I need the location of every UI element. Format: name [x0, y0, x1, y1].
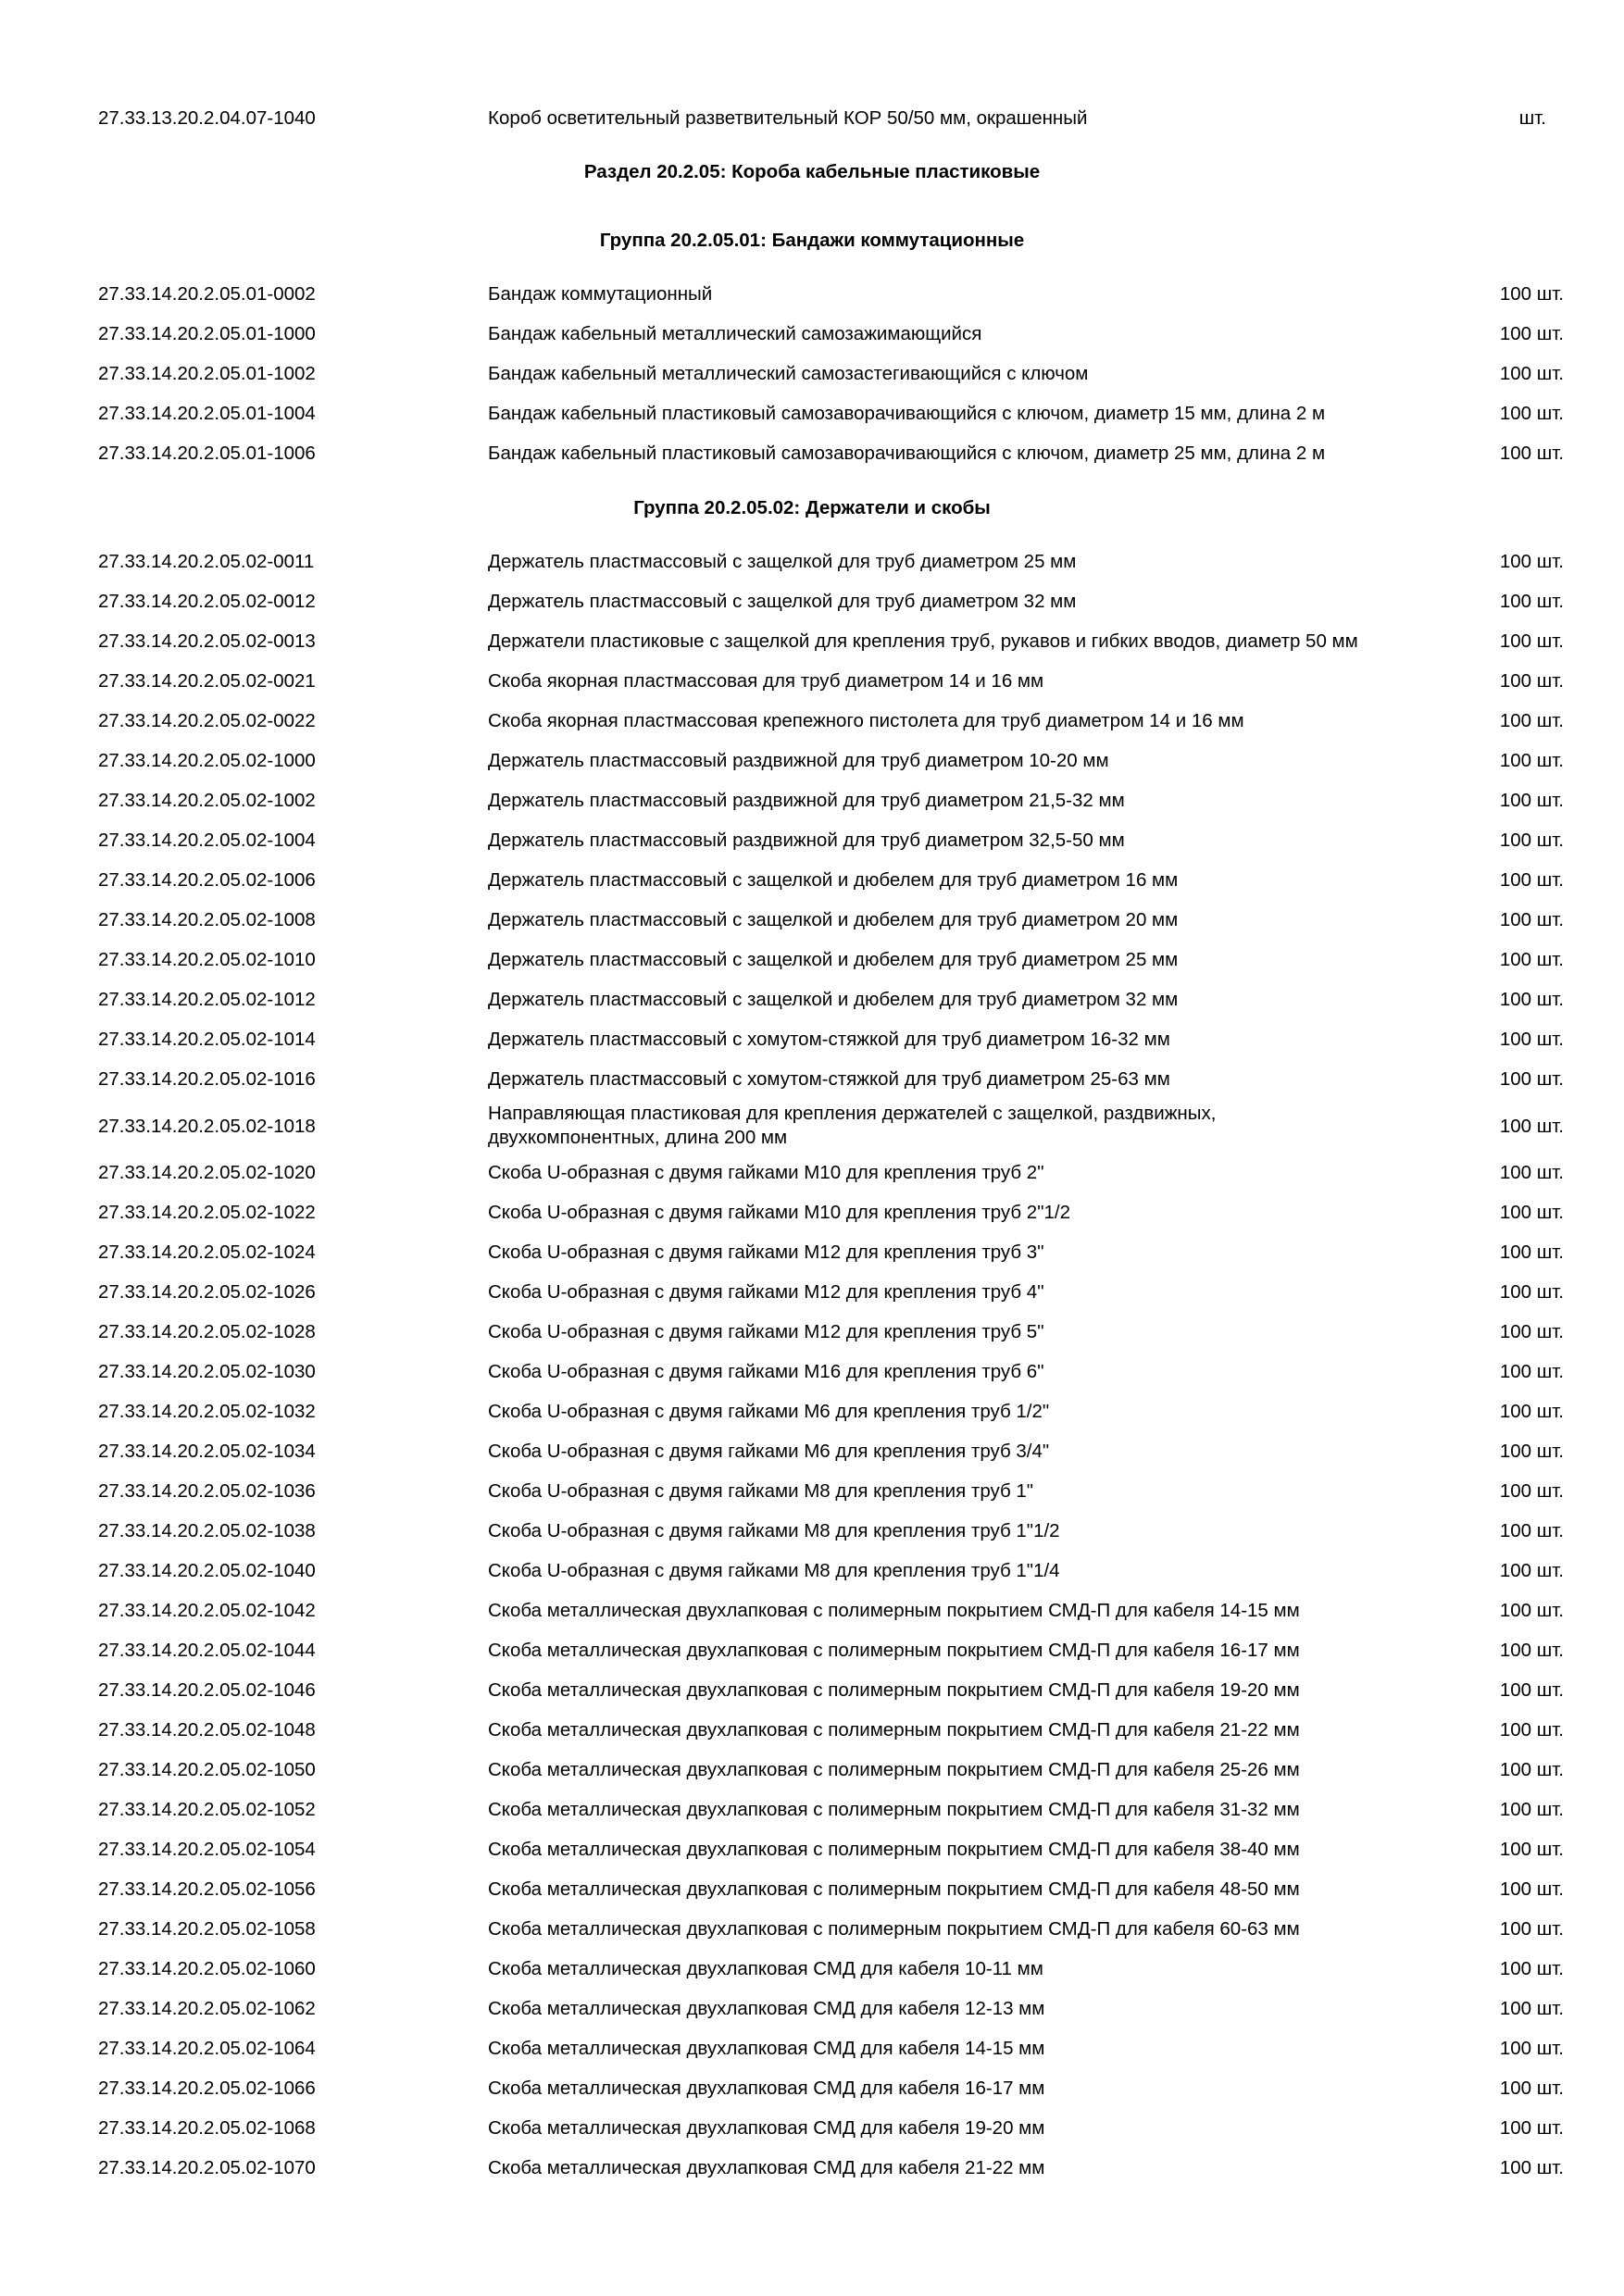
row-unit: 100 шт. — [1499, 989, 1564, 1010]
row-name: Держатель пластмассовый с хомутом-стяжкой для труб диаметром 16-32 мм — [488, 1029, 1170, 1050]
row-unit: 100 шт. — [1499, 1116, 1564, 1137]
row-name: Держатель пластмассовый с защелкой и дюбелем для труб диаметром 16 мм — [488, 869, 1179, 891]
row-code: 27.33.14.20.2.05.02-1018 — [98, 1116, 316, 1137]
row-code: 27.33.14.20.2.05.02-1062 — [98, 1998, 316, 2019]
row-name: Скоба U-образная с двумя гайками М8 для крепления труб 1"1/4 — [488, 1560, 1060, 1581]
row-code: 27.33.14.20.2.05.01-1002 — [98, 363, 316, 384]
row-name: Короб осветительный разветвительный КОР 50/50 мм, окрашенный — [488, 107, 1088, 129]
row-name: Скоба металлическая двухлапковая СМД для кабеля 14-15 мм — [488, 2038, 1045, 2059]
row-code: 27.33.14.20.2.05.01-1006 — [98, 443, 316, 464]
row-unit: 100 шт. — [1499, 1600, 1564, 1621]
row-name: Скоба металлическая двухлапковая СМД для кабеля 21-22 мм — [488, 2157, 1045, 2178]
row-name: Держатель пластмассовый раздвижной для труб диаметром 21,5-32 мм — [488, 790, 1125, 811]
row-name: Скоба металлическая двухлапковая СМД для кабеля 16-17 мм — [488, 2078, 1045, 2099]
row-name: Бандаж кабельный металлический самозастегивающийся с ключом — [488, 363, 1089, 384]
row-unit: 100 шт. — [1499, 710, 1564, 731]
row-code: 27.33.14.20.2.05.02-1054 — [98, 1839, 316, 1860]
row-code: 27.33.14.20.2.05.02-1038 — [98, 1520, 316, 1541]
row-code: 27.33.14.20.2.05.02-1006 — [98, 869, 316, 891]
row-unit: 100 шт. — [1499, 551, 1564, 572]
row-name: Скоба металлическая двухлапковая с полимерным покрытием СМД-П для кабеля 16-17 мм — [488, 1640, 1300, 1661]
row-unit: 100 шт. — [1499, 2078, 1564, 2099]
row-name: Скоба U-образная с двумя гайками М6 для крепления труб 3/4" — [488, 1441, 1050, 1462]
row-name: Скоба U-образная с двумя гайками М8 для крепления труб 1" — [488, 1480, 1034, 1502]
group-title: Группа 20.2.05.02: Держатели и скобы — [633, 497, 991, 518]
row-unit: 100 шт. — [1499, 1878, 1564, 1900]
row-name: Бандаж кабельный пластиковый самозаворачивающийся с ключом, диаметр 25 мм, длина 2 м — [488, 443, 1326, 464]
row-name: Скоба якорная пластмассовая для труб диаметром 14 и 16 мм — [488, 670, 1044, 692]
row-code: 27.33.14.20.2.05.02-1032 — [98, 1401, 316, 1422]
row-code: 27.33.14.20.2.05.02-1040 — [98, 1560, 316, 1581]
row-code: 27.33.14.20.2.05.02-1060 — [98, 1958, 316, 1979]
row-name: Направляющая пластиковая для крепления держателей с защелкой, раздвижных, двухкомпонентных, длина 200 мм — [488, 1103, 1217, 1148]
row-code: 27.33.14.20.2.05.02-1070 — [98, 2157, 316, 2178]
row-code: 27.33.14.20.2.05.02-1056 — [98, 1878, 316, 1900]
row-unit: 100 шт. — [1499, 2038, 1564, 2059]
row-code: 27.33.14.20.2.05.02-1044 — [98, 1640, 316, 1661]
row-name: Бандаж кабельный пластиковый самозаворачивающийся с ключом, диаметр 15 мм, длина 2 м — [488, 403, 1326, 424]
row-unit: 100 шт. — [1499, 1321, 1564, 1342]
row-code: 27.33.14.20.2.05.02-1048 — [98, 1719, 316, 1741]
row-name: Скоба U-образная с двумя гайками М12 для крепления труб 3" — [488, 1242, 1044, 1263]
row-unit: 100 шт. — [1499, 869, 1564, 891]
row-name: Скоба металлическая двухлапковая СМД для кабеля 19-20 мм — [488, 2117, 1045, 2139]
row-unit: 100 шт. — [1499, 1068, 1564, 1090]
row-unit: 100 шт. — [1499, 1162, 1564, 1183]
row-unit: 100 шт. — [1499, 323, 1564, 344]
row-name: Держатель пластмассовый с защелкой и дюбелем для труб диаметром 25 мм — [488, 949, 1179, 970]
row-unit: 100 шт. — [1499, 750, 1564, 771]
row-unit: 100 шт. — [1499, 1441, 1564, 1462]
row-code: 27.33.14.20.2.05.02-1024 — [98, 1242, 316, 1263]
row-unit: 100 шт. — [1499, 1998, 1564, 2019]
row-code: 27.33.14.20.2.05.02-1012 — [98, 989, 316, 1010]
row-code: 27.33.14.20.2.05.02-0011 — [98, 551, 315, 572]
row-code: 27.33.14.20.2.05.02-1028 — [98, 1321, 316, 1342]
row-unit: 100 шт. — [1499, 1560, 1564, 1581]
row-name: Скоба металлическая двухлапковая с полимерным покрытием СМД-П для кабеля 48-50 мм — [488, 1878, 1300, 1900]
row-name: Скоба U-образная с двумя гайками М10 для крепления труб 2" — [488, 1162, 1044, 1183]
row-unit: 100 шт. — [1499, 1242, 1564, 1263]
row-name: Скоба металлическая двухлапковая с полимерным покрытием СМД-П для кабеля 14-15 мм — [488, 1600, 1300, 1621]
row-code: 27.33.14.20.2.05.02-0012 — [98, 591, 316, 612]
row-unit: 100 шт. — [1499, 1958, 1564, 1979]
row-name: Держатель пластмассовый с хомутом-стяжкой для труб диаметром 25-63 мм — [488, 1068, 1170, 1090]
row-unit: 100 шт. — [1499, 909, 1564, 930]
row-code: 27.33.14.20.2.05.01-0002 — [98, 283, 316, 305]
row-unit: 100 шт. — [1499, 1480, 1564, 1502]
row-name: Держатель пластмассовый с защелкой для труб диаметром 32 мм — [488, 591, 1077, 612]
row-code: 27.33.14.20.2.05.02-1020 — [98, 1162, 316, 1183]
row-unit: 100 шт. — [1499, 1799, 1564, 1820]
row-code: 27.33.14.20.2.05.02-0022 — [98, 710, 316, 731]
row-code: 27.33.14.20.2.05.02-1042 — [98, 1600, 316, 1621]
row-unit: 100 шт. — [1499, 1759, 1564, 1780]
row-code: 27.33.14.20.2.05.02-1068 — [98, 2117, 316, 2139]
row-unit: 100 шт. — [1499, 670, 1564, 692]
row-name: Скоба металлическая двухлапковая с полимерным покрытием СМД-П для кабеля 19-20 мм — [488, 1679, 1300, 1701]
row-name: Держатель пластмассовый раздвижной для труб диаметром 32,5-50 мм — [488, 830, 1125, 851]
row-code: 27.33.14.20.2.05.02-0021 — [98, 670, 316, 692]
row-name: Бандаж кабельный металлический самозажимающийся — [488, 323, 982, 344]
row-unit: 100 шт. — [1499, 630, 1564, 652]
row-unit: 100 шт. — [1499, 1918, 1564, 1940]
row-name: Скоба металлическая двухлапковая с полимерным покрытием СМД-П для кабеля 21-22 мм — [488, 1719, 1300, 1741]
row-unit: 100 шт. — [1499, 2117, 1564, 2139]
row-code: 27.33.14.20.2.05.02-1010 — [98, 949, 316, 970]
group-title: Группа 20.2.05.01: Бандажи коммутационные — [599, 230, 1025, 251]
row-code: 27.33.14.20.2.05.02-1030 — [98, 1361, 316, 1382]
row-code: 27.33.14.20.2.05.02-1066 — [98, 2078, 316, 2099]
row-unit: 100 шт. — [1499, 1839, 1564, 1860]
row-name: Скоба U-образная с двумя гайками М16 для крепления труб 6" — [488, 1361, 1044, 1382]
row-name: Держатель пластмассовый раздвижной для труб диаметром 10-20 мм — [488, 750, 1109, 771]
row-name: Скоба U-образная с двумя гайками М8 для крепления труб 1"1/2 — [488, 1520, 1060, 1541]
row-unit: 100 шт. — [1499, 949, 1564, 970]
section-title: Раздел 20.2.05: Короба кабельные пластиковые — [583, 161, 1041, 182]
row-name: Скоба металлическая двухлапковая с полимерным покрытием СМД-П для кабеля 25-26 мм — [488, 1759, 1300, 1780]
row-code: 27.33.14.20.2.05.02-1000 — [98, 750, 316, 771]
row-unit: 100 шт. — [1499, 1679, 1564, 1701]
row-unit: 100 шт. — [1499, 443, 1564, 464]
row-name: Скоба якорная пластмассовая крепежного пистолета для труб диаметром 14 и 16 мм — [488, 710, 1244, 731]
row-unit: 100 шт. — [1499, 1361, 1564, 1382]
row-unit: 100 шт. — [1499, 1520, 1564, 1541]
row-code: 27.33.14.20.2.05.02-1052 — [98, 1799, 316, 1820]
row-unit: 100 шт. — [1499, 830, 1564, 851]
row-name: Держатель пластмассовый с защелкой и дюбелем для труб диаметром 20 мм — [488, 909, 1179, 930]
table-row — [0, 1102, 1624, 1152]
row-code: 27.33.14.20.2.05.01-1000 — [98, 323, 316, 344]
row-unit: 100 шт. — [1499, 591, 1564, 612]
row-code: 27.33.14.20.2.05.02-1036 — [98, 1480, 316, 1502]
row-name: Скоба металлическая двухлапковая с полимерным покрытием СМД-П для кабеля 60-63 мм — [488, 1918, 1300, 1940]
row-unit: 100 шт. — [1499, 790, 1564, 811]
row-unit: 100 шт. — [1499, 363, 1564, 384]
row-code: 27.33.14.20.2.05.02-1016 — [98, 1068, 316, 1090]
row-code: 27.33.14.20.2.05.02-1022 — [98, 1202, 316, 1223]
row-code: 27.33.14.20.2.05.02-1026 — [98, 1281, 316, 1303]
row-code: 27.33.14.20.2.05.02-1014 — [98, 1029, 316, 1050]
row-unit: 100 шт. — [1499, 403, 1564, 424]
row-name: Скоба U-образная с двумя гайками М12 для крепления труб 4" — [488, 1281, 1044, 1303]
row-code: 27.33.14.20.2.05.02-1046 — [98, 1679, 316, 1701]
row-code: 27.33.14.20.2.05.02-1050 — [98, 1759, 316, 1780]
row-code: 27.33.14.20.2.05.02-1002 — [98, 790, 316, 811]
row-code: 27.33.14.20.2.05.02-1058 — [98, 1918, 316, 1940]
row-name: Скоба U-образная с двумя гайками М6 для крепления труб 1/2" — [488, 1401, 1050, 1422]
row-code: 27.33.14.20.2.05.02-1034 — [98, 1441, 316, 1462]
row-name: Скоба металлическая двухлапковая СМД для кабеля 10-11 мм — [488, 1958, 1043, 1979]
row-name: Скоба металлическая двухлапковая с полимерным покрытием СМД-П для кабеля 31-32 мм — [488, 1799, 1300, 1820]
row-code: 27.33.14.20.2.05.02-1008 — [98, 909, 316, 930]
row-unit: шт. — [1518, 107, 1546, 129]
row-unit: 100 шт. — [1499, 1401, 1564, 1422]
row-name: Держатели пластиковые с защелкой для крепления труб, рукавов и гибких вводов, диаметр 50 мм — [488, 630, 1358, 652]
row-code: 27.33.14.20.2.05.02-1004 — [98, 830, 316, 851]
row-unit: 100 шт. — [1499, 1640, 1564, 1661]
row-name: Бандаж коммутационный — [488, 283, 713, 305]
row-unit: 100 шт. — [1499, 1029, 1564, 1050]
row-unit: 100 шт. — [1499, 1281, 1564, 1303]
row-unit: 100 шт. — [1499, 1202, 1564, 1223]
row-name: Скоба металлическая двухлапковая СМД для кабеля 12-13 мм — [488, 1998, 1045, 2019]
row-name: Держатель пластмассовый с защелкой и дюбелем для труб диаметром 32 мм — [488, 989, 1179, 1010]
row-code: 27.33.13.20.2.04.07-1040 — [98, 107, 316, 129]
row-name: Скоба U-образная с двумя гайками М12 для крепления труб 5" — [488, 1321, 1044, 1342]
row-code: 27.33.14.20.2.05.01-1004 — [98, 403, 316, 424]
row-unit: 100 шт. — [1499, 283, 1564, 305]
row-name: Скоба U-образная с двумя гайками М10 для крепления труб 2"1/2 — [488, 1202, 1070, 1223]
row-name: Скоба металлическая двухлапковая с полимерным покрытием СМД-П для кабеля 38-40 мм — [488, 1839, 1300, 1860]
row-name: Держатель пластмассовый с защелкой для труб диаметром 25 мм — [488, 551, 1077, 572]
row-unit: 100 шт. — [1499, 1719, 1564, 1741]
row-code: 27.33.14.20.2.05.02-1064 — [98, 2038, 316, 2059]
row-unit: 100 шт. — [1499, 2157, 1564, 2178]
row-code: 27.33.14.20.2.05.02-0013 — [98, 630, 316, 652]
